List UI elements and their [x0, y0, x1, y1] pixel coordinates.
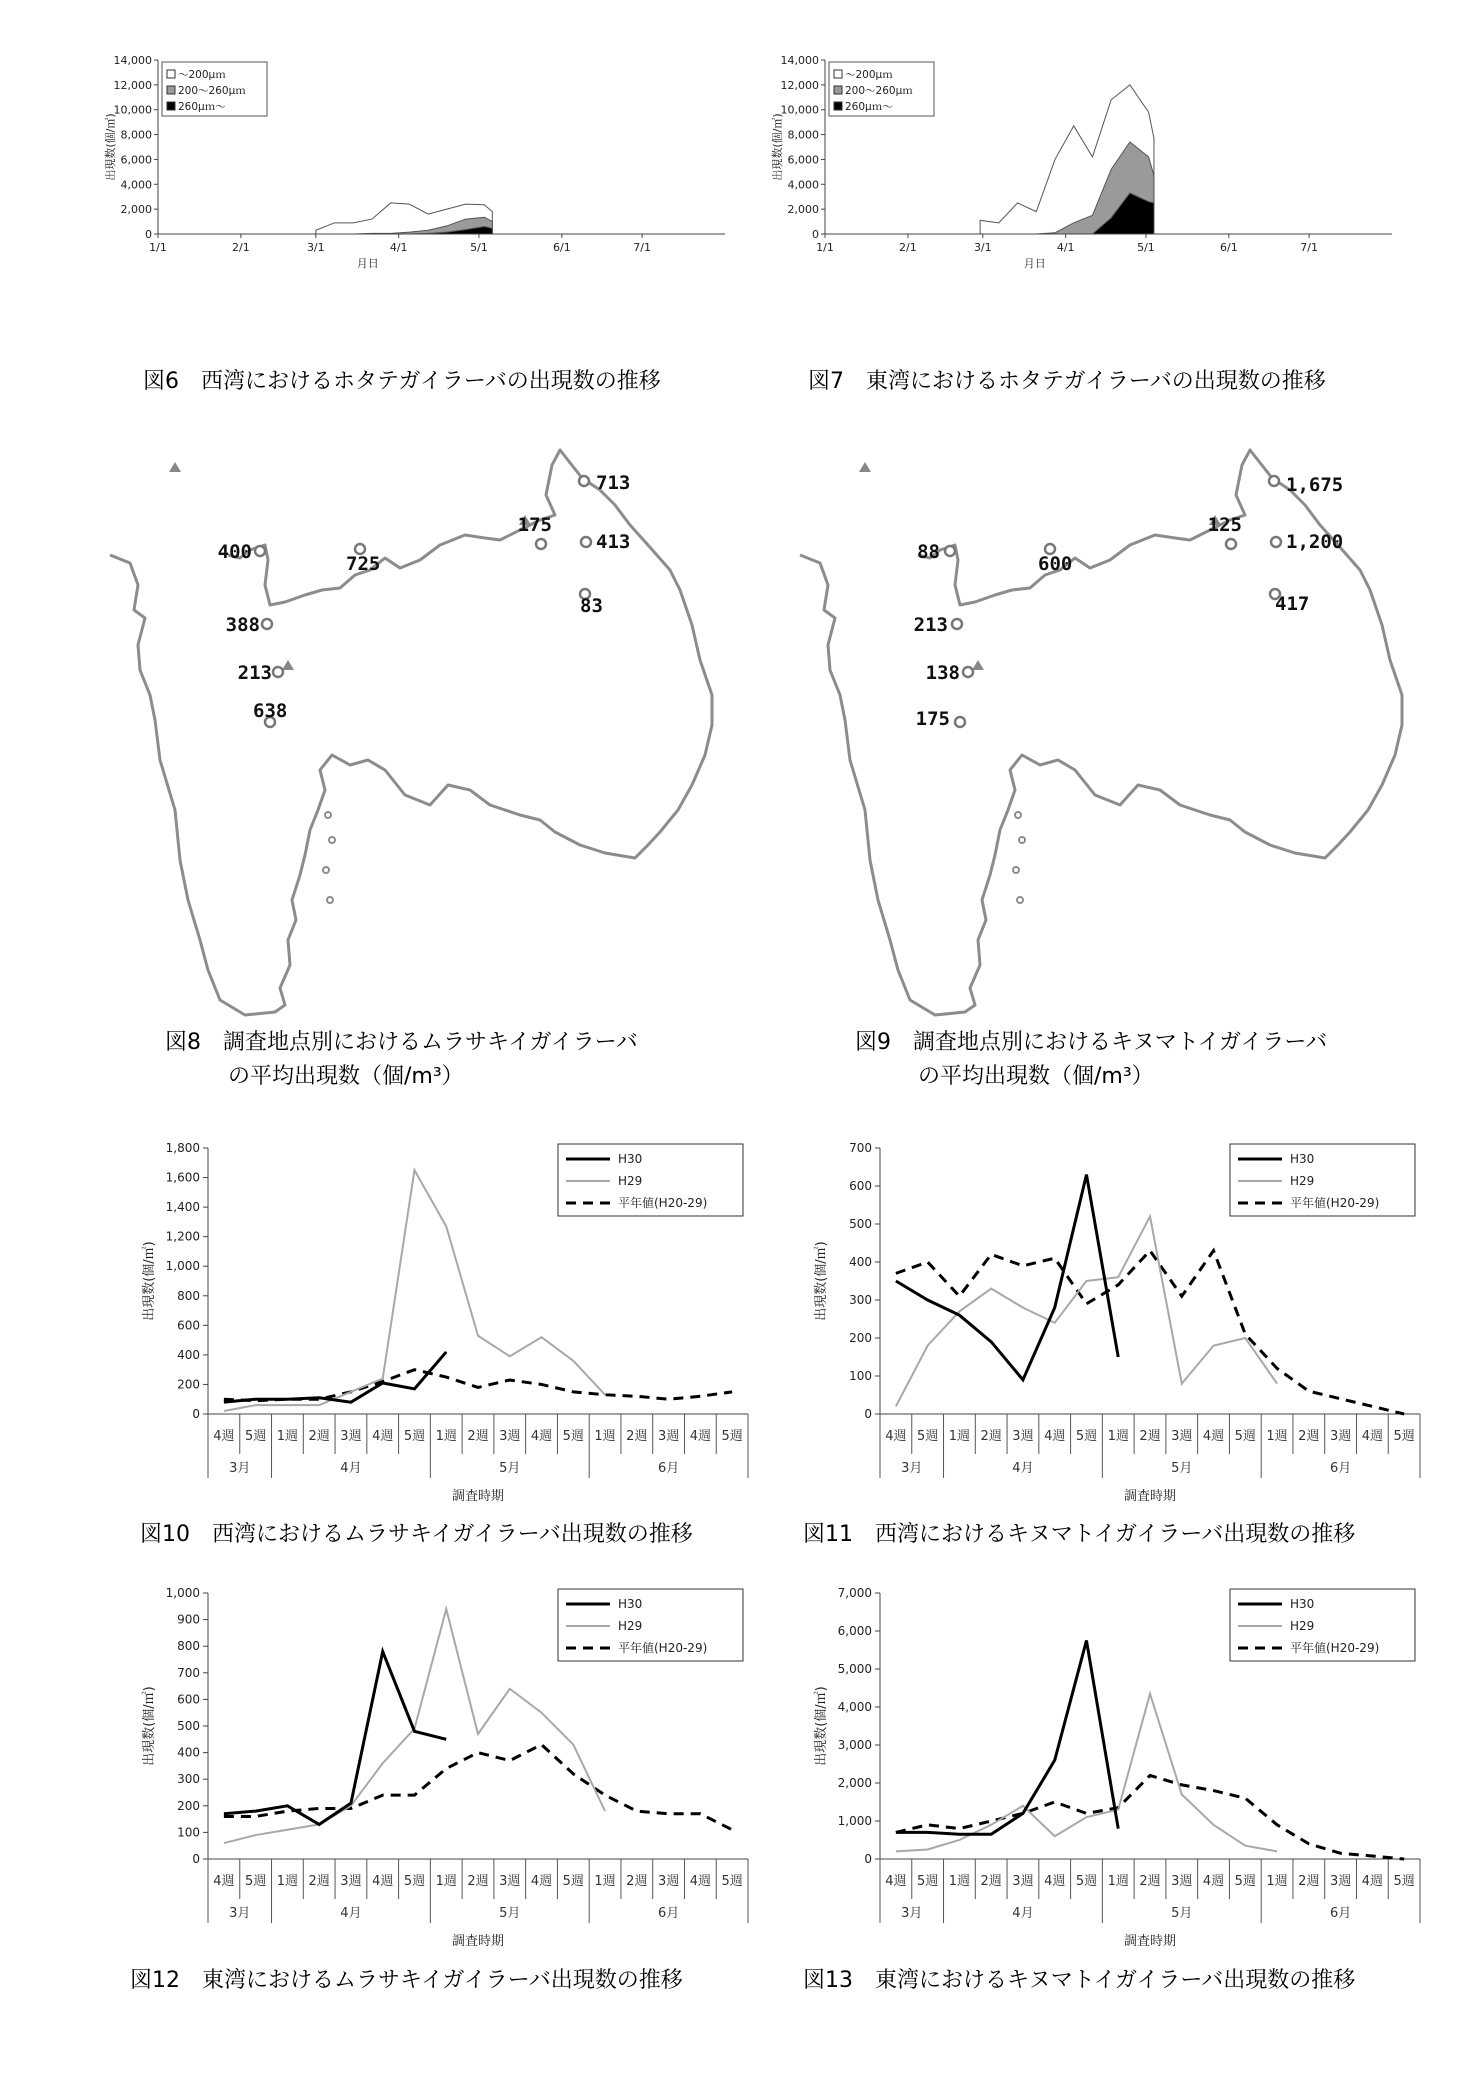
fig8-station-value: 413 — [596, 531, 631, 553]
fig11-ytick-label: 600 — [849, 1179, 872, 1193]
fig13-week-label: 1週 — [948, 1874, 971, 1889]
fig13-svg — [810, 1575, 1440, 1965]
fig11-week-label: 2週 — [1139, 1429, 1161, 1444]
fig12-month-label: 6月 — [657, 1906, 680, 1921]
fig10-week-label: 4週 — [689, 1429, 711, 1444]
fig6-ytick-label: 10,000 — [113, 103, 152, 117]
fig11-week-label: 1週 — [948, 1429, 971, 1444]
fig7-legend-swatch — [834, 86, 842, 94]
fig6-ytick-label: 4,000 — [120, 178, 152, 192]
fig6-ylabel: 出現数(個/㎡) — [104, 113, 117, 181]
fig7-ytick-label: 4,000 — [787, 178, 819, 192]
fig7-legend-label: 260μｍ～ — [845, 101, 893, 113]
fig9-station-marker — [1269, 476, 1279, 486]
fig10-week-label: 1週 — [435, 1429, 457, 1444]
fig13-ytick-label: 1,000 — [837, 1814, 872, 1828]
fig13-week-label: 5週 — [1393, 1874, 1415, 1889]
fig12-line-series-1 — [224, 1652, 446, 1825]
fig11-legend-label: H29 — [1290, 1174, 1315, 1188]
fig7-caption: 図7 東湾におけるホタテガイラーバの出現数の推移 — [808, 369, 1326, 394]
fig8-islet — [323, 867, 329, 873]
fig13-week-label: 5週 — [1075, 1874, 1098, 1889]
fig13-legend-label: H30 — [1290, 1597, 1315, 1611]
fig6-legend-swatch — [167, 70, 175, 78]
fig11-month-label: 3月 — [901, 1461, 923, 1476]
fig6-chart — [104, 54, 748, 355]
fig12-week-label: 2週 — [308, 1874, 330, 1889]
fig11-week-label: 3週 — [1171, 1429, 1193, 1444]
fig11-month-label: 4月 — [1012, 1461, 1034, 1476]
fig12-week-label: 5週 — [562, 1874, 584, 1889]
fig13-ytick-label: 7,000 — [837, 1586, 872, 1600]
fig9-station-value: 417 — [1275, 593, 1310, 615]
fig9-station-value: 125 — [1207, 514, 1242, 536]
fig12-ytick-label: 400 — [177, 1745, 200, 1760]
fig12-ytick-label: 200 — [177, 1798, 200, 1813]
fig10-month-label: 5月 — [499, 1461, 521, 1476]
fig13-week-label: 3週 — [1329, 1874, 1352, 1889]
fig11-ytick-label: 0 — [864, 1407, 872, 1421]
fig12-ytick-label: 700 — [177, 1665, 200, 1680]
fig12-legend-label: 平年値(H20-29) — [618, 1641, 708, 1655]
fig10-xlabel: 調査時期 — [451, 1489, 505, 1504]
fig11-week-label: 4週 — [1361, 1429, 1383, 1444]
fig10-week-label: 3週 — [499, 1429, 521, 1444]
fig12-caption: 図12 東湾におけるムラサキイガイラーバ出現数の推移 — [130, 1968, 683, 1993]
fig11-ylabel: 出現数(個/㎡) — [814, 1241, 829, 1321]
fig8-station-marker — [273, 667, 283, 677]
fig13-week-label: 2週 — [980, 1874, 1002, 1889]
fig10-week-label: 5週 — [721, 1429, 743, 1444]
fig7-xtick-label: 2/1 — [899, 241, 917, 254]
fig8-triangle-marker — [169, 462, 181, 472]
fig8-islet — [329, 837, 335, 843]
fig11-week-label: 2週 — [1298, 1429, 1320, 1444]
fig12-week-label: 1週 — [594, 1874, 616, 1889]
fig6-legend-swatch — [167, 102, 175, 110]
fig10-week-label: 1週 — [276, 1429, 299, 1444]
fig11-week-label: 2週 — [980, 1429, 1002, 1444]
fig11-legend-label: H30 — [1290, 1152, 1315, 1166]
fig6-xtick-label: 4/1 — [389, 241, 408, 254]
fig11-ytick-label: 400 — [849, 1255, 872, 1269]
fig6-xtick-label: 1/1 — [149, 241, 167, 254]
fig12-week-label: 3週 — [340, 1874, 362, 1889]
fig12-week-label: 4週 — [372, 1874, 394, 1889]
fig9-triangle-marker — [859, 462, 871, 472]
fig7-legend-label: 200～260μｍ — [845, 85, 913, 97]
fig10-month-label: 6月 — [657, 1461, 680, 1476]
fig11-legend-label: 平年値(H20-29) — [1290, 1196, 1380, 1210]
fig9-station-value: 213 — [913, 614, 948, 636]
fig10-month-label: 3月 — [229, 1461, 251, 1476]
fig11-line-series-1 — [896, 1175, 1118, 1380]
fig13-week-label: 2週 — [1139, 1874, 1161, 1889]
fig7-ytick-label: 14,000 — [780, 54, 819, 67]
fig10-ytick-label: 1,800 — [165, 1141, 200, 1155]
fig13-month-label: 4月 — [1012, 1906, 1034, 1921]
fig13-line-series-3 — [896, 1775, 1404, 1859]
fig11-week-label: 5週 — [1234, 1429, 1256, 1444]
fig9-islet — [1017, 897, 1023, 903]
fig8-map-svg — [100, 460, 760, 1020]
fig9-station-value: 138 — [925, 662, 960, 684]
fig10-week-label: 5週 — [403, 1429, 426, 1444]
fig10-week-label: 1週 — [594, 1429, 616, 1444]
fig13-week-label: 3週 — [1012, 1874, 1034, 1889]
fig12-ylabel: 出現数(個/㎡) — [142, 1686, 157, 1766]
fig10-month-label: 4月 — [340, 1461, 362, 1476]
fig6-xtick-label: 7/1 — [633, 241, 651, 254]
fig11-week-label: 4週 — [1202, 1429, 1225, 1444]
fig13-ylabel: 出現数(個/㎡) — [814, 1686, 829, 1766]
fig8-caption-line2: の平均出現数（個/m³） — [228, 1064, 464, 1089]
fig12-ytick-label: 1,000 — [165, 1586, 200, 1600]
fig13-ytick-label: 4,000 — [837, 1700, 872, 1714]
fig13-week-label: 1週 — [1266, 1874, 1288, 1889]
fig10-week-label: 5週 — [562, 1429, 584, 1444]
fig7-xtick-label: 5/1 — [1137, 241, 1155, 254]
fig8-islet — [325, 812, 331, 818]
fig11-week-label: 5週 — [1393, 1429, 1415, 1444]
fig6-svg — [104, 54, 748, 355]
fig13-week-label: 4週 — [1044, 1874, 1066, 1889]
fig9-map-svg — [790, 460, 1450, 1020]
fig7-ylabel: 出現数(個/㎡) — [771, 113, 784, 181]
fig10-ytick-label: 1,400 — [165, 1200, 200, 1215]
fig6-legend-label: 260μｍ～ — [178, 101, 226, 113]
fig12-week-label: 1週 — [276, 1874, 299, 1889]
fig6-ytick-label: 2,000 — [120, 203, 152, 217]
fig12-legend-label: H29 — [618, 1619, 643, 1633]
fig6-ytick-label: 6,000 — [120, 153, 152, 167]
fig11-xlabel: 調査時期 — [1123, 1489, 1177, 1504]
fig11-week-label: 3週 — [1329, 1429, 1352, 1444]
fig12-svg — [138, 1575, 768, 1965]
fig13-month-label: 3月 — [901, 1906, 923, 1921]
fig13-week-label: 4週 — [885, 1874, 907, 1889]
fig8-station-value: 83 — [580, 595, 603, 617]
fig13-ytick-label: 3,000 — [837, 1738, 872, 1752]
fig6-ytick-label: 0 — [145, 228, 152, 241]
fig6-xtick-label: 5/1 — [470, 241, 488, 254]
fig7-legend-swatch — [834, 102, 842, 110]
fig12-month-label: 4月 — [340, 1906, 362, 1921]
fig9-station-value: 175 — [915, 708, 950, 730]
fig6-legend-label: 200～260μｍ — [178, 85, 246, 97]
fig8-station-value: 713 — [596, 472, 631, 494]
fig9-station-value: 1,675 — [1286, 474, 1344, 496]
fig12-ytick-label: 100 — [177, 1825, 200, 1840]
fig9-station-marker — [1271, 537, 1281, 547]
fig6-legend-swatch — [167, 86, 175, 94]
fig8-station-value: 725 — [346, 553, 381, 575]
fig11-week-label: 5週 — [917, 1429, 939, 1444]
fig12-month-label: 5月 — [499, 1906, 521, 1921]
fig12-line-series-3 — [224, 1745, 732, 1830]
fig7-xtick-label: 1/1 — [816, 241, 834, 254]
fig10-svg — [138, 1130, 768, 1520]
fig6-xtick-label: 6/1 — [553, 241, 571, 254]
fig13-caption: 図13 東湾におけるキヌマトイガイラーバ出現数の推移 — [803, 1968, 1356, 1993]
fig9-station-value: 1,200 — [1286, 531, 1344, 553]
fig11-week-label: 1週 — [1266, 1429, 1288, 1444]
fig11-month-label: 6月 — [1329, 1461, 1352, 1476]
fig12-week-label: 3週 — [499, 1874, 521, 1889]
fig12-ytick-label: 500 — [177, 1719, 200, 1733]
fig7-chart — [771, 54, 1415, 355]
fig10-ytick-label: 1,200 — [165, 1229, 200, 1244]
fig6-ytick-label: 12,000 — [113, 78, 152, 92]
fig12-week-label: 5週 — [245, 1874, 267, 1889]
fig10-week-label: 4週 — [213, 1429, 235, 1444]
fig6-xtick-label: 2/1 — [232, 241, 250, 254]
fig11-caption: 図11 西湾におけるキヌマトイガイラーバ出現数の推移 — [803, 1522, 1356, 1547]
fig11-svg — [810, 1130, 1440, 1520]
fig8-station-value: 213 — [237, 662, 272, 684]
fig7-legend-swatch — [834, 70, 842, 78]
fig8-station-marker — [579, 476, 589, 486]
fig10-ylabel: 出現数(個/㎡) — [142, 1241, 157, 1321]
fig12-ytick-label: 800 — [177, 1639, 200, 1654]
fig13-ytick-label: 0 — [864, 1852, 872, 1866]
fig12-legend-label: H30 — [618, 1597, 643, 1611]
fig11-month-label: 5月 — [1171, 1461, 1193, 1476]
fig13-legend-label: 平年値(H20-29) — [1290, 1641, 1380, 1655]
fig12-week-label: 5週 — [721, 1874, 743, 1889]
fig8-station-marker — [536, 539, 546, 549]
fig8-station-marker — [255, 546, 265, 556]
fig11-week-label: 3週 — [1012, 1429, 1034, 1444]
fig12-month-label: 3月 — [229, 1906, 251, 1921]
fig7-xtick-label: 4/1 — [1056, 241, 1075, 254]
fig13-ytick-label: 2,000 — [837, 1776, 872, 1790]
fig12-ytick-label: 300 — [177, 1772, 200, 1787]
fig12-ytick-label: 0 — [192, 1852, 200, 1866]
fig9-station-marker — [955, 717, 965, 727]
fig6-ytick-label: 8,000 — [120, 128, 152, 142]
fig11-chart — [810, 1130, 1440, 1520]
fig9-islet — [1015, 812, 1021, 818]
fig12-ytick-label: 600 — [177, 1692, 200, 1707]
fig7-xtick-label: 7/1 — [1300, 241, 1318, 254]
fig11-ytick-label: 700 — [849, 1141, 872, 1155]
fig6-xtick-label: 3/1 — [306, 241, 325, 254]
fig7-ytick-label: 10,000 — [780, 103, 819, 117]
fig12-xlabel: 調査時期 — [451, 1934, 505, 1949]
fig13-ytick-label: 6,000 — [837, 1624, 872, 1638]
fig13-week-label: 4週 — [1361, 1874, 1383, 1889]
fig10-legend-label: H29 — [618, 1174, 643, 1188]
fig8-station-value: 175 — [517, 514, 552, 536]
fig10-legend-label: 平年値(H20-29) — [618, 1196, 708, 1210]
fig8-caption-line1: 図8 調査地点別におけるムラサキイガイラーバ — [165, 1030, 638, 1055]
fig11-ytick-label: 300 — [849, 1293, 872, 1307]
fig10-ytick-label: 400 — [177, 1347, 200, 1362]
fig13-week-label: 4週 — [1202, 1874, 1225, 1889]
fig13-week-label: 5週 — [1234, 1874, 1256, 1889]
fig7-xtick-label: 6/1 — [1220, 241, 1238, 254]
fig9-triangle-marker — [972, 660, 984, 670]
fig8-station-value: 400 — [217, 541, 252, 563]
fig11-week-label: 5週 — [1075, 1429, 1098, 1444]
fig13-week-label: 1週 — [1107, 1874, 1129, 1889]
fig10-caption: 図10 西湾におけるムラサキイガイラーバ出現数の推移 — [140, 1522, 693, 1547]
fig6-caption: 図6 西湾におけるホタテガイラーバの出現数の推移 — [143, 369, 661, 394]
fig7-ytick-label: 0 — [812, 228, 819, 241]
fig10-ytick-label: 800 — [177, 1288, 200, 1303]
fig13-month-label: 5月 — [1171, 1906, 1193, 1921]
fig10-ytick-label: 1,600 — [165, 1170, 200, 1185]
fig9-station-marker — [963, 667, 973, 677]
fig9-islet — [1013, 867, 1019, 873]
fig11-line-series-3 — [896, 1251, 1404, 1414]
fig10-ytick-label: 600 — [177, 1318, 200, 1333]
fig10-week-label: 2週 — [626, 1429, 648, 1444]
fig13-legend-label: H29 — [1290, 1619, 1315, 1633]
fig7-xlabel: 月日 — [1023, 257, 1046, 270]
fig12-week-label: 4週 — [689, 1874, 711, 1889]
fig13-ytick-label: 5,000 — [837, 1662, 872, 1676]
fig10-ytick-label: 200 — [177, 1377, 200, 1392]
fig11-ytick-label: 200 — [849, 1331, 872, 1345]
fig13-week-label: 3週 — [1171, 1874, 1193, 1889]
fig12-week-label: 2週 — [467, 1874, 489, 1889]
fig6-ytick-label: 14,000 — [113, 54, 152, 67]
fig10-week-label: 4週 — [530, 1429, 553, 1444]
fig12-week-label: 3週 — [657, 1874, 680, 1889]
fig12-week-label: 1週 — [435, 1874, 457, 1889]
fig11-week-label: 4週 — [1044, 1429, 1066, 1444]
fig10-week-label: 2週 — [467, 1429, 489, 1444]
fig11-ytick-label: 500 — [849, 1217, 872, 1231]
fig9-caption-line1: 図9 調査地点別におけるキヌマトイガイラーバ — [855, 1030, 1328, 1055]
fig10-week-label: 4週 — [372, 1429, 394, 1444]
fig7-legend-label: ～200μｍ — [845, 69, 893, 81]
fig8-islet — [327, 897, 333, 903]
fig9-station-marker — [945, 546, 955, 556]
fig10-chart — [138, 1130, 768, 1520]
fig13-chart — [810, 1575, 1440, 1965]
fig7-ytick-label: 6,000 — [787, 153, 819, 167]
fig11-ytick-label: 100 — [849, 1369, 872, 1383]
fig10-line-series-3 — [224, 1370, 732, 1401]
fig13-month-label: 6月 — [1329, 1906, 1352, 1921]
fig10-week-label: 3週 — [657, 1429, 680, 1444]
fig10-week-label: 3週 — [340, 1429, 362, 1444]
fig9-station-marker — [1226, 539, 1236, 549]
fig9-islet — [1019, 837, 1025, 843]
fig9-caption-line2: の平均出現数（個/m³） — [918, 1064, 1154, 1089]
fig10-legend-label: H30 — [618, 1152, 643, 1166]
fig9-station-marker — [952, 619, 962, 629]
fig9-map — [790, 460, 1450, 1020]
fig8-station-marker — [581, 537, 591, 547]
fig10-ytick-label: 1,000 — [165, 1259, 200, 1274]
fig8-station-marker — [262, 619, 272, 629]
fig12-chart — [138, 1575, 768, 1965]
fig10-week-label: 5週 — [245, 1429, 267, 1444]
fig10-line-series-2 — [224, 1170, 605, 1411]
fig12-week-label: 4週 — [213, 1874, 235, 1889]
fig9-station-value: 600 — [1038, 553, 1073, 575]
fig8-triangle-marker — [282, 660, 294, 670]
fig10-ytick-label: 0 — [192, 1407, 200, 1421]
fig6-legend-label: ～200μｍ — [178, 69, 226, 81]
fig8-map — [100, 460, 760, 1020]
fig7-xtick-label: 3/1 — [973, 241, 992, 254]
fig7-ytick-label: 8,000 — [787, 128, 819, 142]
fig11-week-label: 1週 — [1107, 1429, 1129, 1444]
fig13-week-label: 2週 — [1298, 1874, 1320, 1889]
fig13-xlabel: 調査時期 — [1123, 1934, 1177, 1949]
fig11-week-label: 4週 — [885, 1429, 907, 1444]
fig7-svg — [771, 54, 1415, 355]
fig10-week-label: 2週 — [308, 1429, 330, 1444]
fig7-ytick-label: 2,000 — [787, 203, 819, 217]
fig12-week-label: 2週 — [626, 1874, 648, 1889]
fig12-week-label: 4週 — [530, 1874, 553, 1889]
fig8-station-value: 638 — [253, 700, 288, 722]
fig13-week-label: 5週 — [917, 1874, 939, 1889]
fig6-xlabel: 月日 — [356, 257, 379, 270]
fig12-ytick-label: 900 — [177, 1612, 200, 1627]
fig9-station-value: 88 — [917, 541, 940, 563]
fig12-week-label: 5週 — [403, 1874, 426, 1889]
fig13-line-series-1 — [896, 1641, 1118, 1835]
fig7-ytick-label: 12,000 — [780, 78, 819, 92]
fig8-station-value: 388 — [225, 614, 260, 636]
